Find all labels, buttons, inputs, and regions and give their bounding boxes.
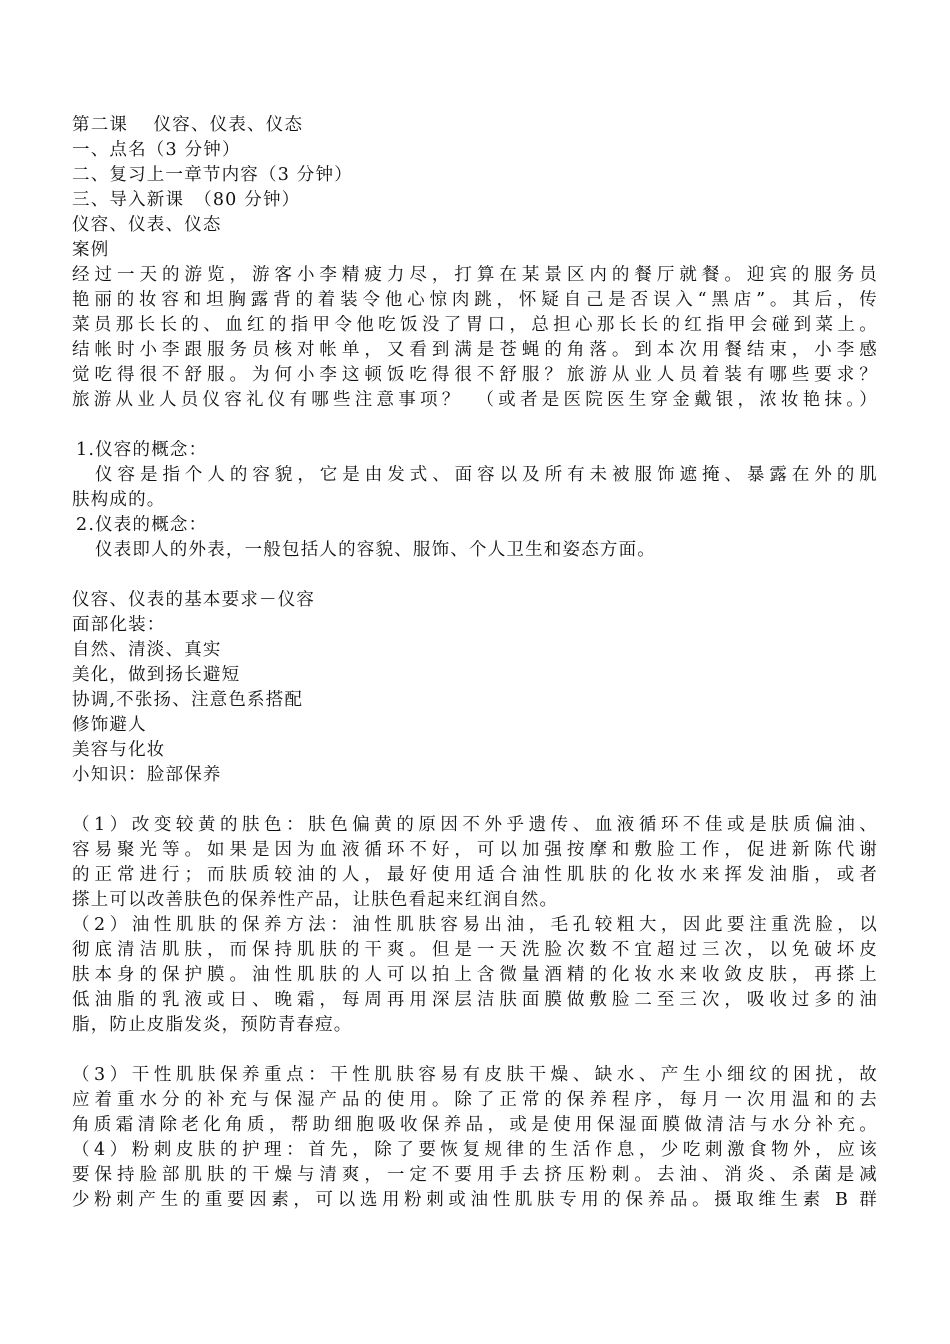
case-text-line: 菜员那长长的、血红的指甲令他吃饭没了胃口，总担心那长长的红指甲会碰到菜上。 xyxy=(72,315,878,335)
care-paragraph-line: 容易聚光等。如果是因为血液循环不好，可以加强按摩和敷脸工作，促进新陈代谢 xyxy=(72,840,878,860)
lesson-title: 第二课 仪容、仪表、仪态 xyxy=(72,115,304,135)
care-paragraph-line: 少粉刺产生的重要因素，可以选用粉刺或油性肌肤专用的保养品。摄取维生素 B 群 xyxy=(72,1190,878,1210)
concept-1-heading: 1.仪容的概念： xyxy=(76,440,208,460)
concept-1-text: 肤构成的。 xyxy=(72,490,166,510)
care-paragraph-line: 彻底清洁肌肤，而保持肌肤的干爽。但是一天洗脸次数不宜超过三次，以免破坏皮 xyxy=(72,940,878,960)
care-paragraph-line: 肤本身的保护膜。油性肌肤的人可以拍上含微量酒精的化妆水来收敛皮肤，再搽上 xyxy=(72,965,878,985)
requirement-item: 美容与化妆 xyxy=(72,740,166,760)
care-paragraph-line: （3）干性肌肤保养重点：干性肌肤容易有皮肤干燥、缺水、产生小细纹的困扰，故 xyxy=(72,1065,878,1085)
care-paragraph-line: （2）油性肌肤的保养方法：油性肌肤容易出油，毛孔较粗大，因此要注重洗脸，以 xyxy=(72,915,878,935)
case-text-line: 经过一天的游览，游客小李精疲力尽，打算在某景区内的餐厅就餐。迎宾的服务员 xyxy=(72,265,878,285)
case-text-line: 结帐时小李跟服务员核对帐单，又看到满是苍蝇的角落。到本次用餐结束，小李感 xyxy=(72,340,878,360)
requirement-item: 美化，做到扬长避短 xyxy=(72,665,241,685)
concept-2-text: 仪表即人的外表，一般包括人的容貌、服饰、个人卫生和姿态方面。 xyxy=(95,540,656,560)
care-paragraph-line: 低油脂的乳液或日、晚霜，每周再用深层洁肤面膜做敷脸二至三次，吸收过多的油 xyxy=(72,990,878,1010)
care-paragraph-line: 要保持脸部肌肤的干燥与清爽，一定不要用手去挤压粉刺。去油、消炎、杀菌是减 xyxy=(72,1165,878,1185)
outline-item: 一、点名（3 分钟） xyxy=(72,140,241,160)
topic-heading: 仪容、仪表、仪态 xyxy=(72,215,222,235)
requirement-item: 协调,不张扬、注意色系搭配 xyxy=(72,690,304,710)
care-paragraph-line: （4）粉刺皮肤的护理：首先，除了要恢复规律的生活作息，少吃刺激食物外，应该 xyxy=(72,1140,878,1160)
outline-item: 三、导入新课 （80 分钟） xyxy=(72,190,301,210)
case-label: 案例 xyxy=(72,240,110,260)
case-text-line: 艳丽的妆容和坦胸露背的着装令他心惊肉跳，怀疑自己是否误入“黑店”。其后，传 xyxy=(72,290,878,310)
care-paragraph-line: 的正常进行；而肤质较油的人，最好使用适合油性肌肤的化妆水来挥发油脂，或者 xyxy=(72,865,878,885)
concept-1-text: 仪容是指个人的容貌，它是由发式、面容以及所有未被服饰遮掩、暴露在外的肌 xyxy=(95,465,878,485)
care-paragraph-line: 角质霜清除老化角质，帮助细胞吸收保养品，或是使用保湿面膜做清洁与水分补充。 xyxy=(72,1115,878,1135)
care-paragraph-line: 搽上可以改善肤色的保养性产品，让肤色看起来红润自然。 xyxy=(72,890,559,910)
requirement-item: 小知识：脸部保养 xyxy=(72,765,222,785)
requirement-item: 自然、清淡、真实 xyxy=(72,640,222,660)
requirement-item: 面部化装： xyxy=(72,615,166,635)
care-paragraph-line: 应着重水分的补充与保湿产品的使用。除了正常的保养程序，每月一次用温和的去 xyxy=(72,1090,878,1110)
concept-2-heading: 2.仪表的概念： xyxy=(76,515,208,535)
care-paragraph-line: 脂，防止皮脂发炎，预防青春痘。 xyxy=(72,1015,353,1035)
care-paragraph-line: （1）改变较黄的肤色：肤色偏黄的原因不外乎遗传、血液循环不佳或是肤质偏油、 xyxy=(72,815,878,835)
outline-item: 二、复习上一章节内容（3 分钟） xyxy=(72,165,353,185)
requirement-item: 修饰避人 xyxy=(72,715,147,735)
case-text-line: 觉吃得很不舒服。为何小李这顿饭吃得很不舒服？旅游从业人员着装有哪些要求？ xyxy=(72,365,878,385)
requirements-heading: 仪容、仪表的基本要求－仪容 xyxy=(72,590,316,610)
case-text-line: 旅游从业人员仪容礼仪有哪些注意事项？ （或者是医院医生穿金戴银，浓妆艳抹。） xyxy=(72,390,878,410)
